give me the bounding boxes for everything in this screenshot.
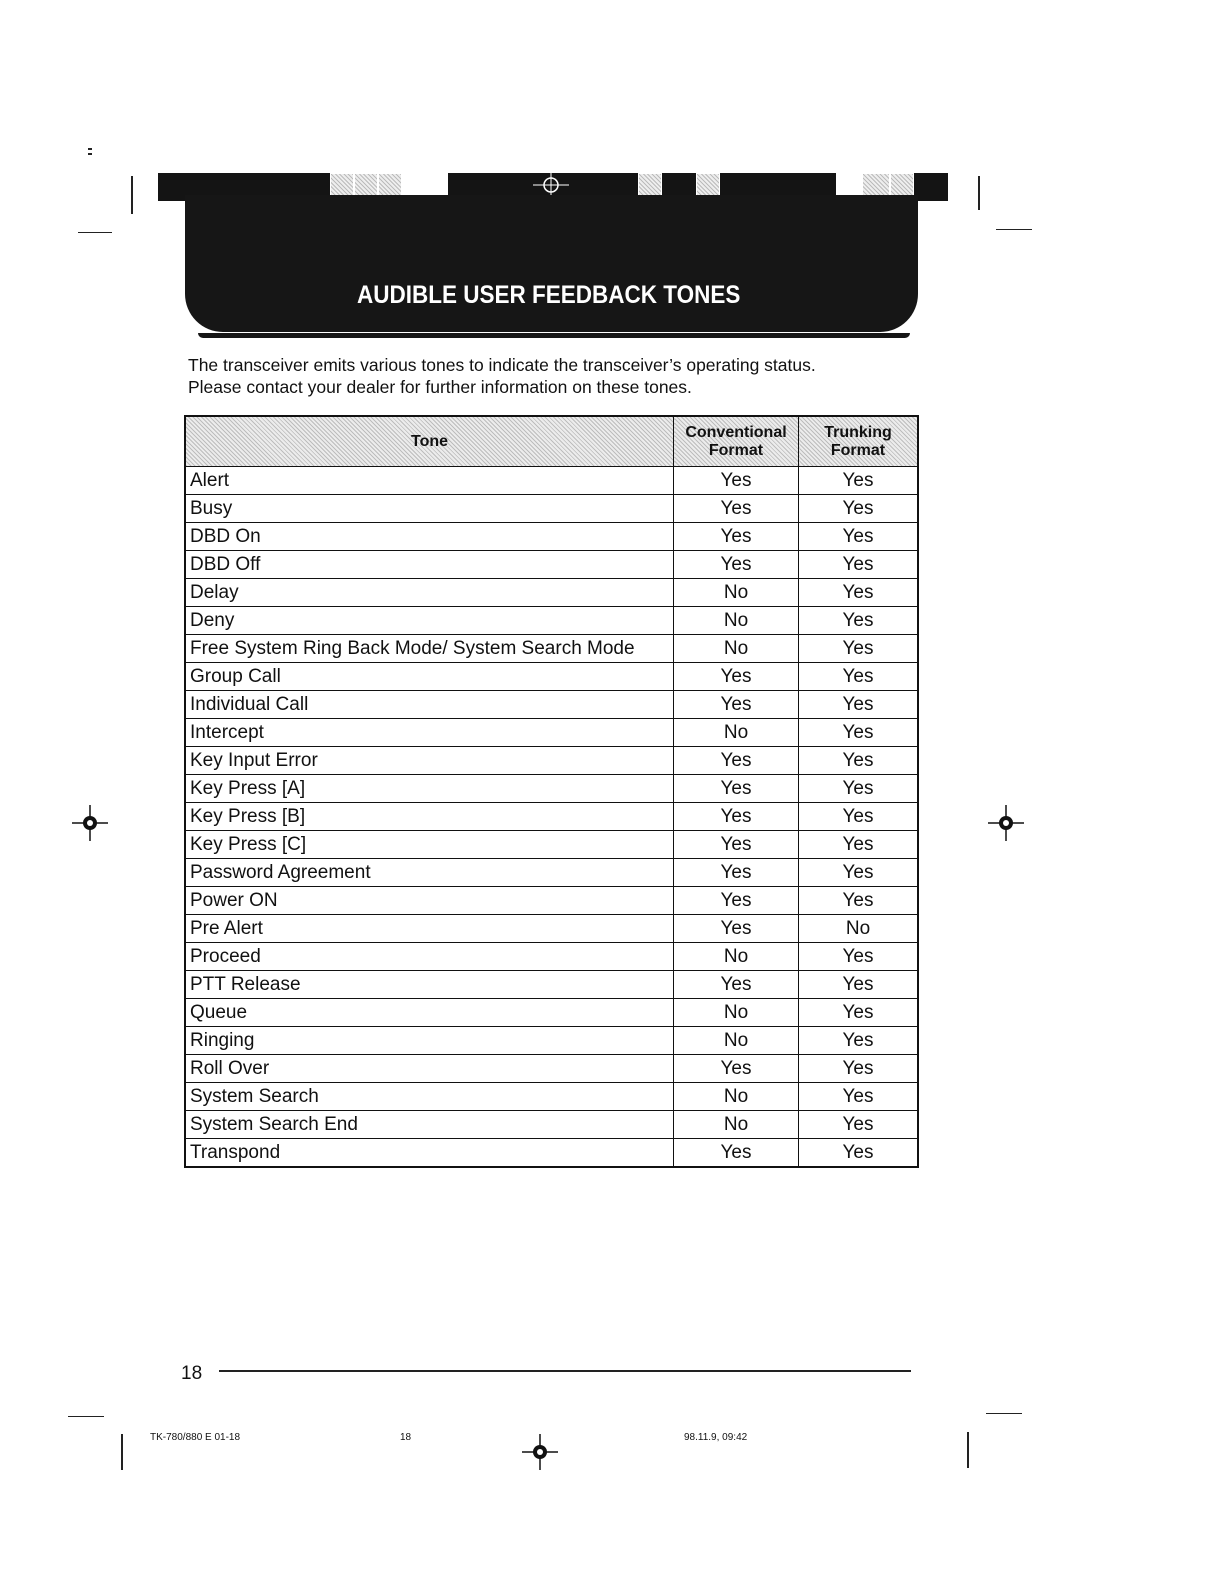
table-row: [185, 803, 918, 831]
intro-paragraph: [188, 354, 928, 398]
conventional-cell: Yes: [674, 915, 799, 943]
table-row: [185, 523, 918, 551]
crop-mark: [68, 1416, 104, 1417]
registration-crosshair-icon: [988, 805, 1024, 841]
table-row: [185, 1055, 918, 1083]
table-row: [185, 887, 918, 915]
tone-cell: Key Press [B]: [185, 803, 674, 831]
trunking-cell: Yes: [799, 551, 919, 579]
table-row: [185, 663, 918, 691]
crop-mark: [986, 1413, 1022, 1414]
tone-cell: Proceed: [185, 943, 674, 971]
crop-mark: [88, 148, 92, 150]
table-row: [185, 1027, 918, 1055]
tone-cell: Key Input Error: [185, 747, 674, 775]
section-header-underline: [198, 333, 910, 338]
trunking-cell: Yes: [799, 495, 919, 523]
trunking-cell: Yes: [799, 1083, 919, 1111]
header-line: Conventional: [685, 423, 787, 441]
header-line: Format: [830, 441, 886, 459]
tone-cell: Deny: [185, 607, 674, 635]
intro-line: Please contact your dealer for further information on these tones.: [188, 377, 692, 397]
tone-cell: Busy: [185, 495, 674, 523]
tone-cell: Ringing: [185, 1027, 674, 1055]
trunking-cell: Yes: [799, 663, 919, 691]
section-title: AUDIBLE USER FEEDBACK TONES: [357, 281, 741, 309]
table-row: [185, 719, 918, 747]
page-number: 18: [181, 1363, 203, 1384]
trunking-cell: Yes: [799, 887, 919, 915]
conventional-cell: Yes: [674, 523, 799, 551]
table-body: [185, 467, 918, 1168]
conventional-cell: No: [674, 635, 799, 663]
conventional-cell: No: [674, 579, 799, 607]
table-row: [185, 551, 918, 579]
conventional-cell: Yes: [674, 551, 799, 579]
tone-cell: Key Press [C]: [185, 831, 674, 859]
conventional-cell: No: [674, 607, 799, 635]
table-row: [185, 831, 918, 859]
conventional-cell: Yes: [674, 775, 799, 803]
tone-cell: Pre Alert: [185, 915, 674, 943]
page-rule: [219, 1370, 911, 1372]
conventional-cell: Yes: [674, 971, 799, 999]
conventional-cell: No: [674, 1027, 799, 1055]
crop-mark: [88, 153, 92, 155]
table-row: [185, 747, 918, 775]
conventional-cell: Yes: [674, 691, 799, 719]
footer-doc-code: TK-780/880 E 01-18: [150, 1432, 241, 1443]
registration-crosshair-icon: [72, 805, 108, 841]
table-row: [185, 607, 918, 635]
tone-cell: Queue: [185, 999, 674, 1027]
tone-cell: Key Press [A]: [185, 775, 674, 803]
table-row: [185, 579, 918, 607]
trunking-cell: Yes: [799, 859, 919, 887]
table-header-row: [185, 416, 918, 467]
tone-cell: Individual Call: [185, 691, 674, 719]
conventional-cell: Yes: [674, 887, 799, 915]
conventional-cell: Yes: [674, 467, 799, 495]
conventional-cell: Yes: [674, 495, 799, 523]
tone-cell: Group Call: [185, 663, 674, 691]
trunking-cell: Yes: [799, 1111, 919, 1139]
conventional-cell: Yes: [674, 1055, 799, 1083]
column-header-tone: Tone: [185, 416, 674, 467]
table-row: [185, 943, 918, 971]
footer-print-stamp: 98.11.9, 09:42: [684, 1432, 748, 1443]
tone-cell: System Search: [185, 1083, 674, 1111]
trunking-cell: Yes: [799, 943, 919, 971]
intro-line: The transceiver emits various tones to indicate the transceiver’s operating status.: [188, 355, 816, 375]
trunking-cell: Yes: [799, 1055, 919, 1083]
trunking-cell: Yes: [799, 803, 919, 831]
crop-mark: [121, 1434, 123, 1470]
conventional-cell: No: [674, 943, 799, 971]
trunking-cell: Yes: [799, 747, 919, 775]
trunking-cell: Yes: [799, 635, 919, 663]
trunking-cell: Yes: [799, 971, 919, 999]
trunking-cell: Yes: [799, 831, 919, 859]
tone-cell: Intercept: [185, 719, 674, 747]
trunking-cell: Yes: [799, 719, 919, 747]
section-header: [185, 195, 918, 332]
trunking-cell: Yes: [799, 579, 919, 607]
trunking-cell: Yes: [799, 775, 919, 803]
column-header-conventional: [674, 416, 799, 467]
conventional-cell: Yes: [674, 831, 799, 859]
tone-cell: Power ON: [185, 887, 674, 915]
trunking-cell: Yes: [799, 1139, 919, 1168]
conventional-cell: No: [674, 1083, 799, 1111]
crop-mark: [131, 176, 133, 214]
tone-cell: Password Agreement: [185, 859, 674, 887]
table-row: [185, 691, 918, 719]
tones-table: [184, 415, 919, 1168]
trunking-cell: Yes: [799, 999, 919, 1027]
table-row: [185, 859, 918, 887]
table-row: [185, 915, 918, 943]
footer-sheet-number: 18: [400, 1432, 412, 1443]
trunking-cell: No: [799, 915, 919, 943]
registration-crosshair-icon: [522, 1434, 558, 1470]
conventional-cell: No: [674, 999, 799, 1027]
tone-cell: Delay: [185, 579, 674, 607]
crop-mark: [967, 1432, 969, 1468]
crop-mark: [996, 229, 1032, 230]
trunking-cell: Yes: [799, 691, 919, 719]
conventional-cell: No: [674, 1111, 799, 1139]
trunking-cell: Yes: [799, 1027, 919, 1055]
conventional-cell: No: [674, 719, 799, 747]
crop-mark: [978, 176, 980, 210]
column-header-trunking: [799, 416, 919, 467]
crop-mark: [78, 232, 112, 233]
trunking-cell: Yes: [799, 607, 919, 635]
table-row: [185, 775, 918, 803]
header-line: Format: [708, 441, 764, 459]
table-row: [185, 467, 918, 495]
tone-cell: Free System Ring Back Mode/ System Search Mode: [185, 635, 674, 663]
table-row: [185, 1139, 918, 1168]
header-line: Trunking: [824, 423, 892, 441]
table-row: [185, 635, 918, 663]
trunking-cell: Yes: [799, 467, 919, 495]
tone-cell: DBD Off: [185, 551, 674, 579]
tone-cell: Transpond: [185, 1139, 674, 1168]
tone-cell: Roll Over: [185, 1055, 674, 1083]
tone-cell: PTT Release: [185, 971, 674, 999]
table-row: [185, 1083, 918, 1111]
table-row: [185, 1111, 918, 1139]
table-row: [185, 999, 918, 1027]
table-row: [185, 971, 918, 999]
tone-cell: Alert: [185, 467, 674, 495]
tone-cell: DBD On: [185, 523, 674, 551]
conventional-cell: Yes: [674, 747, 799, 775]
conventional-cell: Yes: [674, 663, 799, 691]
conventional-cell: Yes: [674, 859, 799, 887]
conventional-cell: Yes: [674, 803, 799, 831]
conventional-cell: Yes: [674, 1139, 799, 1168]
table-row: [185, 495, 918, 523]
trunking-cell: Yes: [799, 523, 919, 551]
tone-cell: System Search End: [185, 1111, 674, 1139]
